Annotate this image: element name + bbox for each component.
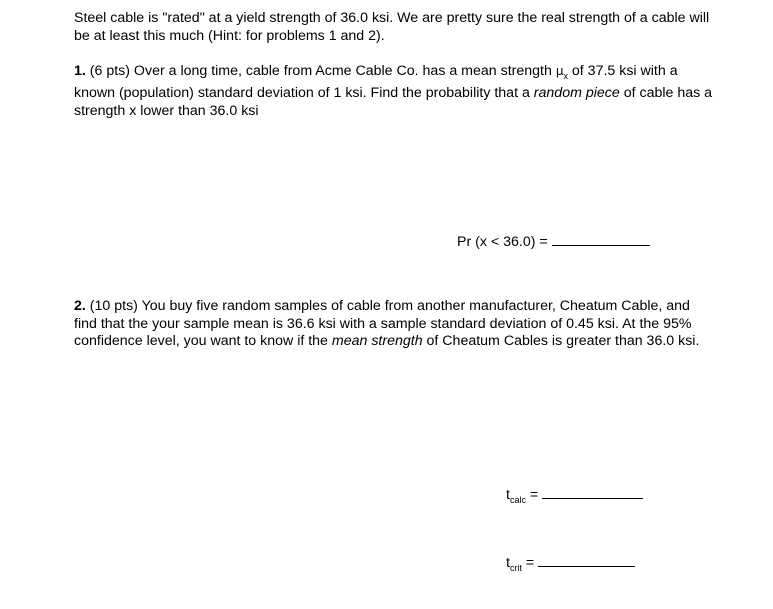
intro-paragraph <box>74 10 714 45</box>
problem-1-emphasis: random piece <box>533 85 620 102</box>
mu-symbol: μ <box>555 64 564 78</box>
t-calc-equals: = <box>525 487 543 503</box>
problem-2 <box>74 298 714 351</box>
probability-label: Pr (x < 36.0) = <box>457 234 552 250</box>
t-calc-answer <box>506 485 643 509</box>
t-crit-answer <box>506 553 635 577</box>
t-crit-blank[interactable] <box>538 553 635 567</box>
problem-2-text-b: of Cheatum Cables is greater than 36.0 ksi. <box>422 333 700 349</box>
problem-2-emphasis: mean strength <box>331 333 423 349</box>
probability-blank[interactable] <box>552 232 650 246</box>
problem-1-text-b: of 37.5 ksi with a known (population) standard deviation of 1 ksi. Find the probability that a <box>74 63 678 102</box>
t-calc-subscript: calc <box>509 494 526 505</box>
t-calc-symbol: t <box>506 487 510 503</box>
problem-1-number: 1. <box>74 63 86 79</box>
mu-subscript: x <box>563 70 568 81</box>
problem-1-text-c: of cable has a strength x lower than 36.0 ksi <box>74 85 713 119</box>
problem-2-text-a: (10 pts) You buy five random samples of cable from another manufacturer, Cheatum Cable, and find that the your sample mean is 36.6 ksi with a sample standard deviation of 0.45 ksi. At the 95% confidence level, you want to know if the <box>74 298 692 349</box>
t-calc-blank[interactable] <box>542 485 643 499</box>
t-crit-subscript: crit <box>509 562 522 573</box>
intro-text: Steel cable is "rated" at a yield strength of 36.0 ksi. We are pretty sure the real strength of a cable will be at least this much (Hint: for problems 1 and 2). <box>74 10 710 44</box>
problem-1 <box>74 63 714 120</box>
t-crit-symbol: t <box>506 555 510 571</box>
problem-2-number: 2. <box>74 298 86 314</box>
problem-1-text-a: (6 pts) Over a long time, cable from Acme Cable Co. has a mean strength <box>85 63 556 79</box>
probability-answer <box>457 232 650 251</box>
t-crit-equals: = <box>521 555 539 571</box>
